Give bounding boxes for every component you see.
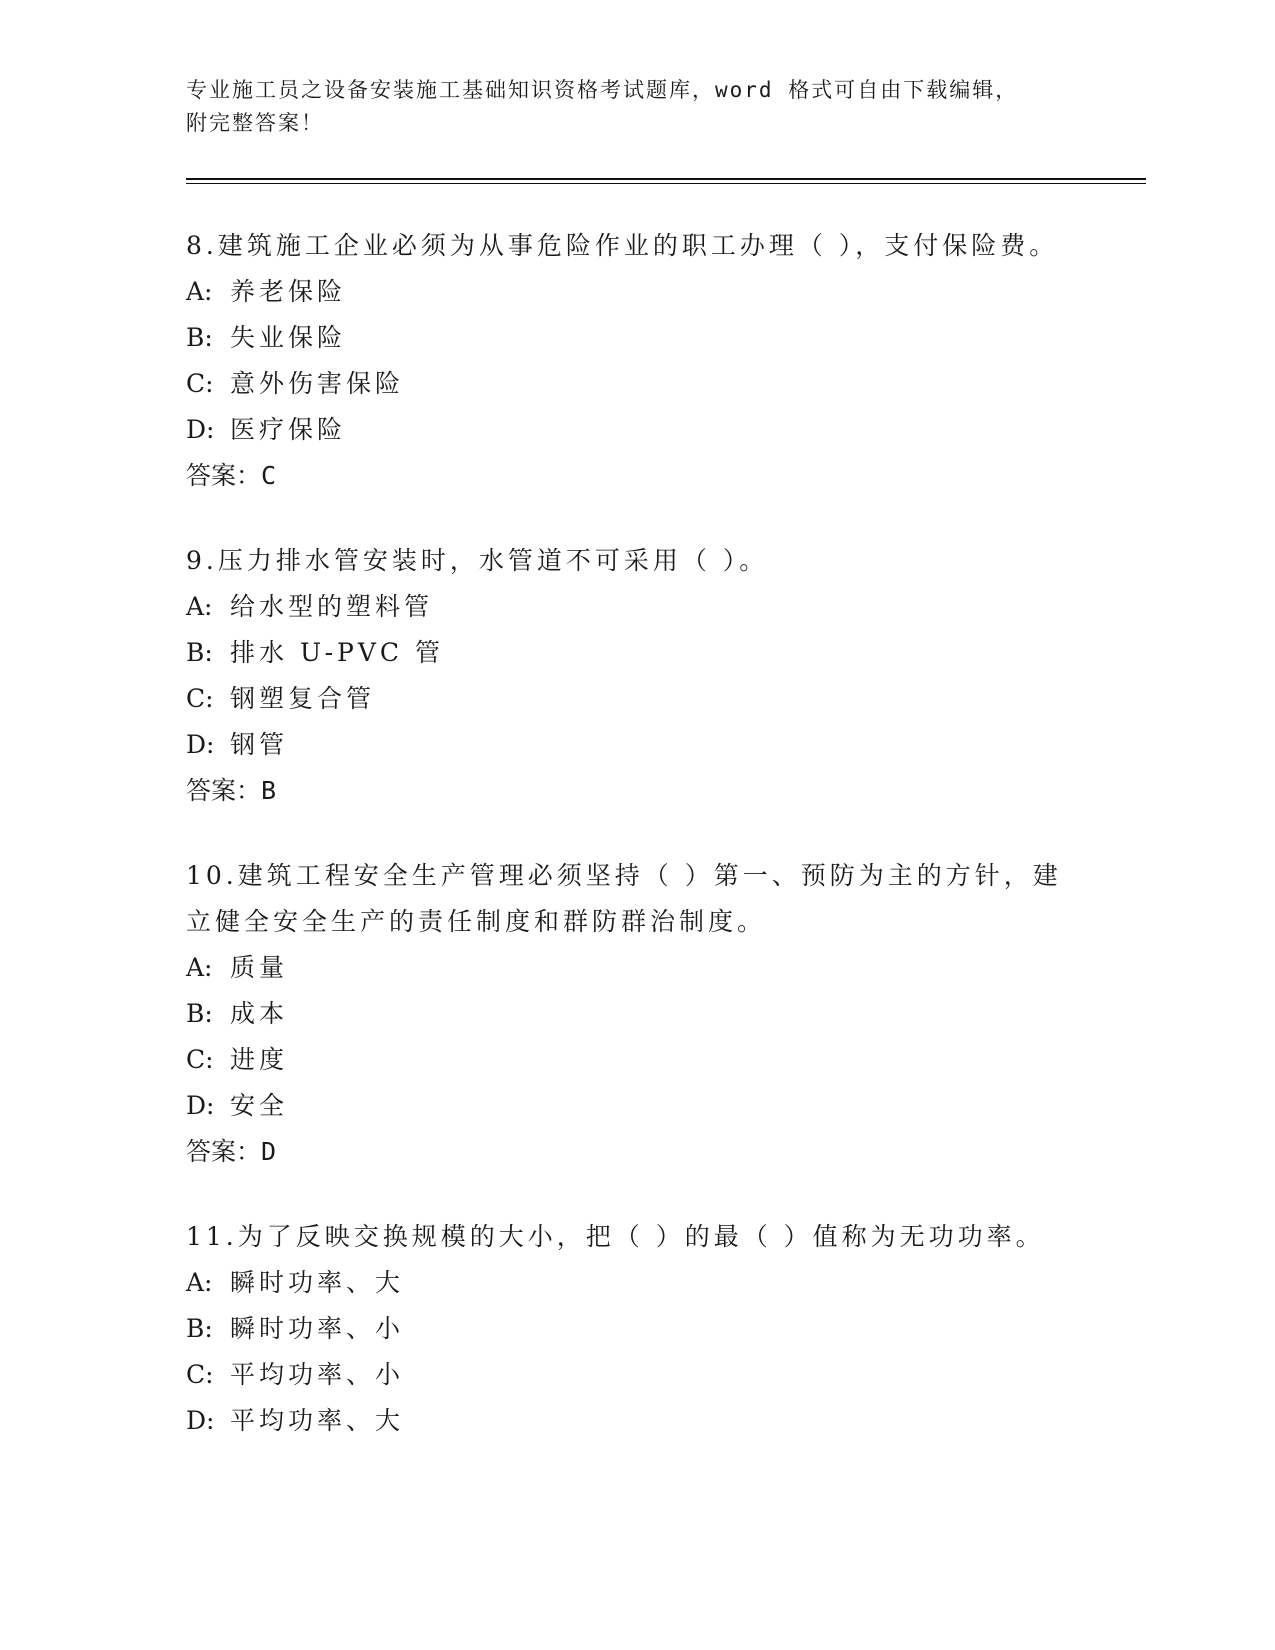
question-8 [186, 223, 1086, 499]
option-key: C: [186, 1045, 214, 1074]
header-line-2: 附完整答案！ [186, 111, 324, 135]
question-text: 8.建筑施工企业必须为从事危险作业的职工办理（ ），支付保险费。 [186, 231, 1059, 260]
answer-value: D [261, 1137, 277, 1166]
header-divider-thin [186, 183, 1146, 184]
document-header [186, 74, 1066, 140]
option-text: 进度 [230, 1045, 289, 1074]
option-text: 排水 U-PVC 管 [230, 638, 444, 667]
option-a [186, 269, 1086, 315]
option-c [186, 676, 1086, 722]
option-d [186, 1398, 1086, 1444]
option-a [186, 945, 1086, 991]
option-key: D: [186, 1091, 215, 1120]
option-key: A: [186, 277, 213, 306]
option-key: B: [186, 999, 213, 1028]
question-text: 9.压力排水管安装时，水管道不可采用（ ）。 [186, 546, 769, 575]
answer-label: 答案： [186, 461, 262, 490]
option-text: 医疗保险 [230, 415, 347, 444]
option-key: A: [186, 953, 213, 982]
header-divider-thick [186, 178, 1146, 180]
question-10 [186, 853, 1086, 1175]
option-text: 养老保险 [230, 277, 347, 306]
option-d [186, 1083, 1086, 1129]
question-text: 10.建筑工程安全生产管理必须坚持（ ）第一、预防为主的方针，建立健全安全生产的责任制度和群防群治制度。 [186, 861, 1062, 936]
option-text: 成本 [230, 999, 289, 1028]
answer-label: 答案： [186, 776, 262, 805]
question-9 [186, 538, 1086, 814]
option-text: 平均功率、小 [230, 1360, 405, 1389]
answer-value: C [261, 461, 277, 490]
answer-line [186, 768, 1086, 814]
question-text: 11.为了反映交换规模的大小，把（ ）的最（ ）值称为无功功率。 [186, 1222, 1045, 1251]
option-text: 瞬时功率、大 [230, 1268, 405, 1297]
option-text: 失业保险 [230, 323, 347, 352]
option-key: C: [186, 1360, 214, 1389]
option-b [186, 315, 1086, 361]
option-text: 钢管 [230, 730, 289, 759]
option-key: D: [186, 730, 215, 759]
option-c [186, 1352, 1086, 1398]
option-key: D: [186, 415, 215, 444]
option-a [186, 584, 1086, 630]
option-key: A: [186, 592, 213, 621]
option-text: 钢塑复合管 [230, 684, 376, 713]
option-text: 瞬时功率、小 [230, 1314, 405, 1343]
answer-label: 答案： [186, 1137, 262, 1166]
option-d [186, 722, 1086, 768]
answer-value: B [261, 776, 277, 805]
option-b [186, 991, 1086, 1037]
option-c [186, 361, 1086, 407]
answer-line [186, 453, 1086, 499]
option-b [186, 630, 1086, 676]
option-d [186, 407, 1086, 453]
option-a [186, 1260, 1086, 1306]
option-text: 安全 [230, 1091, 289, 1120]
header-line-1: 专业施工员之设备安装施工基础知识资格考试题库，word 格式可自由下载编辑， [186, 78, 1019, 102]
option-text: 平均功率、大 [230, 1406, 405, 1435]
option-text: 给水型的塑料管 [230, 592, 434, 621]
question-11 [186, 1214, 1086, 1444]
option-key: C: [186, 369, 214, 398]
option-key: C: [186, 684, 214, 713]
option-key: A: [186, 1268, 213, 1297]
option-b [186, 1306, 1086, 1352]
option-key: B: [186, 1314, 213, 1343]
answer-line [186, 1129, 1086, 1175]
option-key: D: [186, 1406, 215, 1435]
option-key: B: [186, 323, 213, 352]
option-text: 质量 [230, 953, 289, 982]
option-text: 意外伤害保险 [230, 369, 405, 398]
option-key: B: [186, 638, 213, 667]
option-c [186, 1037, 1086, 1083]
